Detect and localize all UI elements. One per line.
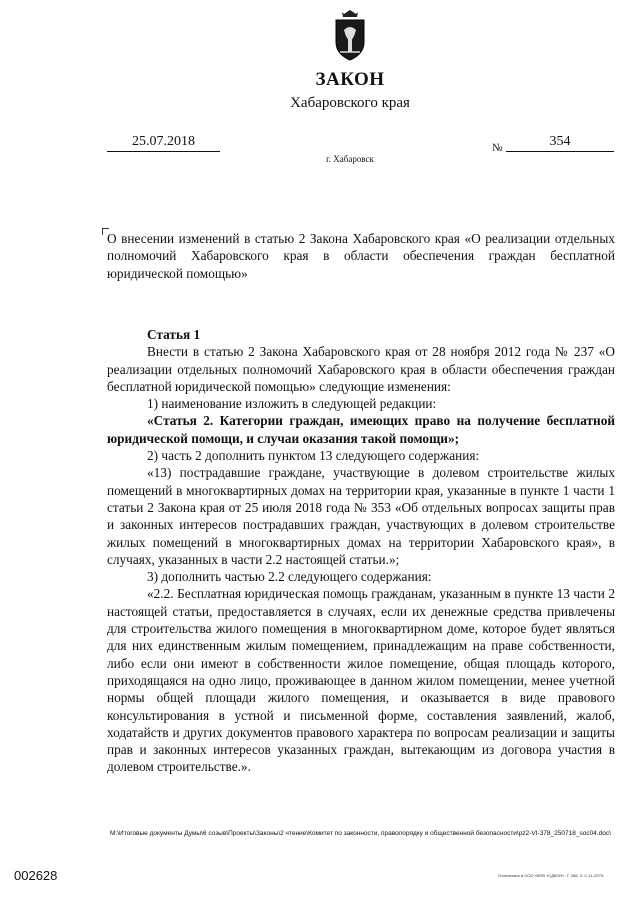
- item-2: 2) часть 2 дополнить пунктом 13 следующего содержания:: [147, 448, 480, 464]
- file-path: M:\Итоговые документы Думы\6 созыв\Проекты\Законы\2 чтение\Комитет по законности, правопорядку и общественной безопасности\pz2-VI-378_250718_soc04.doc\: [110, 830, 611, 837]
- item-2-text: «13) пострадавшие граждане, участвующие в долевом строительстве жилых помещений в многоквартирных домах на территории края, указанные в пункте 1 части 1 статьи 2 Закона края от 25 июля 2018 года № 353 «Об отдельных вопросах защиты прав и законных интересов пострадавших граждан, участвующих в долевом строительстве жилых помещений в многоквартирных домах на территории Хабаровского края», в случаях, указанных в части 2.2 настоящей статьи.»;: [107, 465, 615, 567]
- item-3-text: «2.2. Бесплатная юридическая помощь гражданам, указанным в пункте 13 части 2 настоящей статьи, предоставляется в случаях, если их денежные средства привлечены для строительства жилого помещения в многоквартирном доме, которое будет являться для них единственным жилым помещением, принадлежащим на праве собственности, либо если они имеют в собственности жилое помещение, общая площадь которого, приходящаяся на одно лицо, проживающее в данном жилом помещении, менее учетной нормы общей площади жилого помещения, и оказывается в виде правового консультирования в устной и письменной форме, составления заявлений, жалоб, ходатайств и других документов правового характера по вопросам реализации и защиты прав и законных интересов указанных граждан, вытекающим из договора участия в долевом строительстве.».: [107, 586, 615, 775]
- document-number: 354: [506, 134, 614, 152]
- item-1-text: «Статья 2. Категории граждан, имеющих право на получение бесплатной юридической помощи, и случаи оказания такой помощи»;: [107, 413, 615, 446]
- number-sign: №: [492, 142, 503, 154]
- item-1: 1) наименование изложить в следующей редакции:: [147, 396, 437, 412]
- coat-of-arms-emblem: [330, 8, 370, 62]
- print-note: Отпечатано в ООО «ВПВ «СДКОН». Т. 286. З. С-11-2079.: [498, 873, 605, 878]
- document-title: ЗАКОН: [315, 69, 385, 90]
- document-subject: О внесении изменений в статью 2 Закона Хабаровского края «О реализации отдельных полномочий Хабаровского края в области обеспечения граждан бесплатной юридической помощью»: [107, 231, 615, 281]
- document-subtitle: Хабаровского края: [290, 95, 410, 111]
- article-intro: Внести в статью 2 Закона Хабаровского края от 28 ноября 2012 года № 237 «О реализации отдельных полномочий Хабаровского края в области обеспечения граждан бесплатной юридической помощью» следующие изменения:: [107, 344, 615, 394]
- item-3: 3) дополнить частью 2.2 следующего содержания:: [147, 569, 432, 585]
- document-serial-number: 002628: [14, 868, 58, 883]
- article-heading: Статья 1: [147, 327, 201, 342]
- city-label: г. Хабаровск: [326, 154, 374, 164]
- document-body: [107, 326, 615, 776]
- document-date: 25.07.2018: [107, 134, 220, 152]
